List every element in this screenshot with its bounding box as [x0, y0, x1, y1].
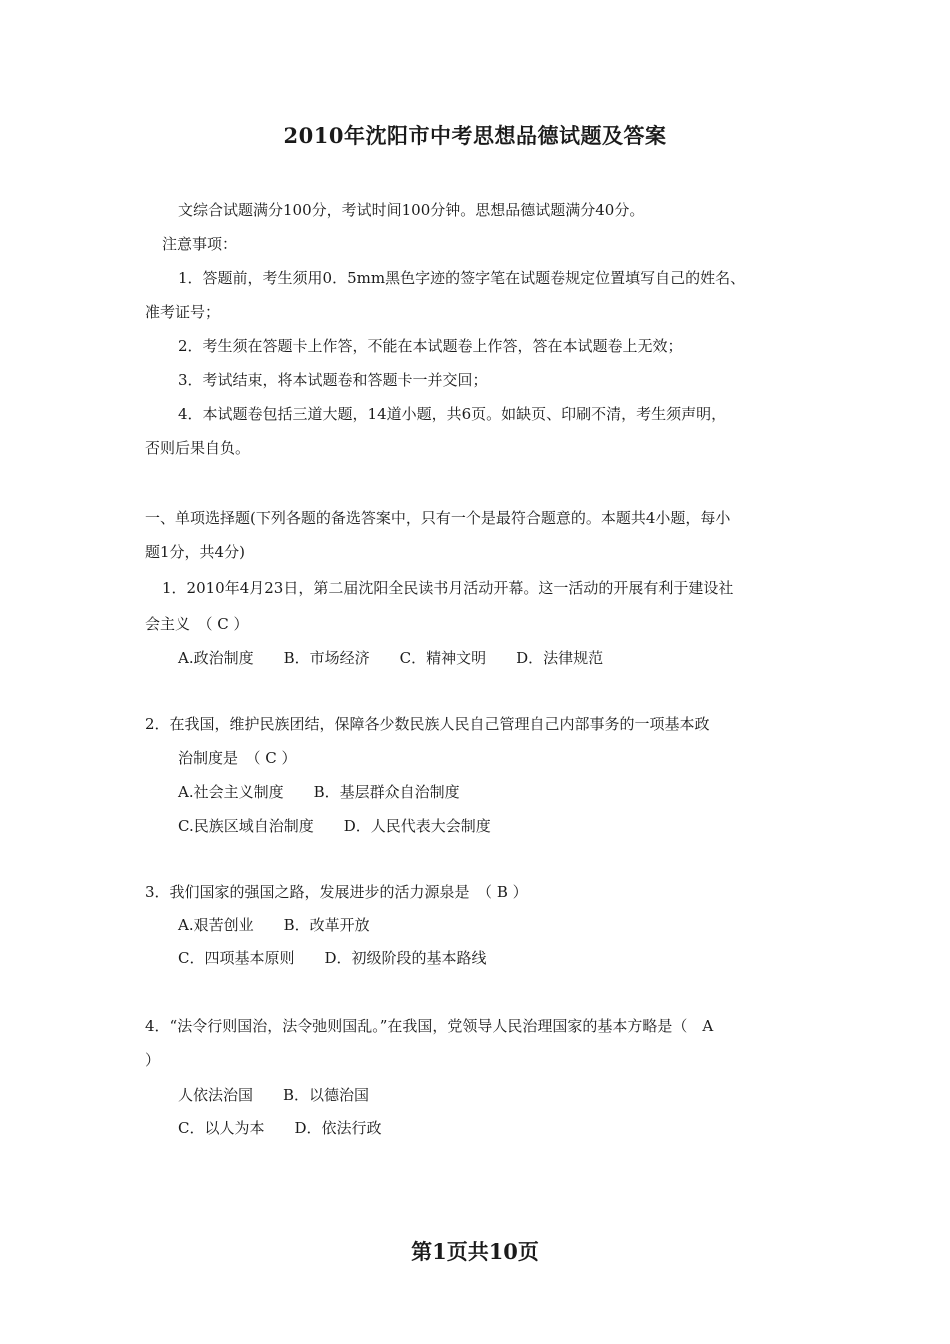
option-d: D．人民代表大会制度 — [343, 817, 491, 835]
notice-item-4: 4．本试题卷包括三道大题，14道小题，共6页。如缺页、印刷不清，考生须声明， — [178, 405, 727, 423]
notice-item-1: 1．答题前，考生须用0．5mm黑色字迹的签字笔在试题卷规定位置填写自己的姓名、 — [178, 269, 746, 287]
option-c: C．精神文明 — [399, 649, 487, 667]
option-b: B．以德治国 — [283, 1086, 370, 1104]
question-2-stem-cont: 治制度是 （ C ） — [178, 749, 297, 767]
notice-heading: 注意事项： — [162, 235, 238, 253]
document-title: 2010年沈阳市中考思想品德试题及答案 — [283, 123, 667, 148]
notice-item-1-cont: 准考证号； — [145, 303, 221, 321]
question-3-stem: 3．我们国家的强国之路，发展进步的活力源泉是 （ B ） — [145, 883, 528, 901]
option-a: A.政治制度 — [178, 649, 254, 667]
intro-text: 文综合试题满分100分，考试时间100分钟。思想品德试题满分40分。 — [178, 201, 645, 219]
question-2-stem: 2．在我国，维护民族团结，保障各少数民族人民自己管理自己内部事务的一项基本政 — [145, 715, 710, 733]
question-3-options-row1 — [178, 915, 370, 935]
option-d: D．法律规范 — [516, 649, 604, 667]
question-4-options-row1 — [178, 1085, 369, 1105]
question-1-options — [178, 648, 603, 668]
question-4-stem-cont: ） — [145, 1051, 161, 1069]
option-b: B．市场经济 — [283, 649, 370, 667]
option-d: D．初级阶段的基本路线 — [324, 949, 487, 967]
question-2-options-row2 — [178, 816, 491, 836]
option-b: B．改革开放 — [283, 916, 370, 934]
section-heading-cont: 题1分，共4分) — [145, 543, 245, 561]
option-a: 人依法治国 — [178, 1086, 254, 1104]
question-4-options-row2 — [178, 1118, 382, 1138]
question-1-stem: 1．2010年4月23日，第二届沈阳全民读书月活动开幕。这一活动的开展有利于建设社 — [162, 579, 734, 597]
section-heading: 一、单项选择题(下列各题的备选答案中，只有一个是最符合题意的。本题共4小题，每小 — [145, 509, 731, 527]
option-c: C．以人为本 — [178, 1119, 265, 1137]
option-c: C．四项基本原则 — [178, 949, 295, 967]
notice-item-4-cont: 否则后果自负。 — [145, 439, 251, 457]
option-a: A.社会主义制度 — [178, 783, 284, 801]
option-c: C.民族区域自治制度 — [178, 817, 314, 835]
notice-item-2: 2．考生须在答题卡上作答，不能在本试题卷上作答，答在本试题卷上无效； — [178, 337, 683, 355]
notice-item-3: 3．考试结束，将本试题卷和答题卡一并交回； — [178, 371, 488, 389]
option-d: D．依法行政 — [294, 1119, 382, 1137]
question-3-options-row2 — [178, 948, 487, 968]
page-footer: 第1页共10页 — [411, 1239, 539, 1264]
option-b: B．基层群众自治制度 — [313, 783, 460, 801]
question-4-stem: 4．“法令行则国治，法令弛则国乱。”在我国，党领导人民治理国家的基本方略是（ A — [145, 1017, 714, 1035]
question-1-stem-cont: 会主义 （ C ） — [145, 615, 249, 633]
option-a: A.艰苦创业 — [178, 916, 254, 934]
question-2-options-row1 — [178, 782, 460, 802]
